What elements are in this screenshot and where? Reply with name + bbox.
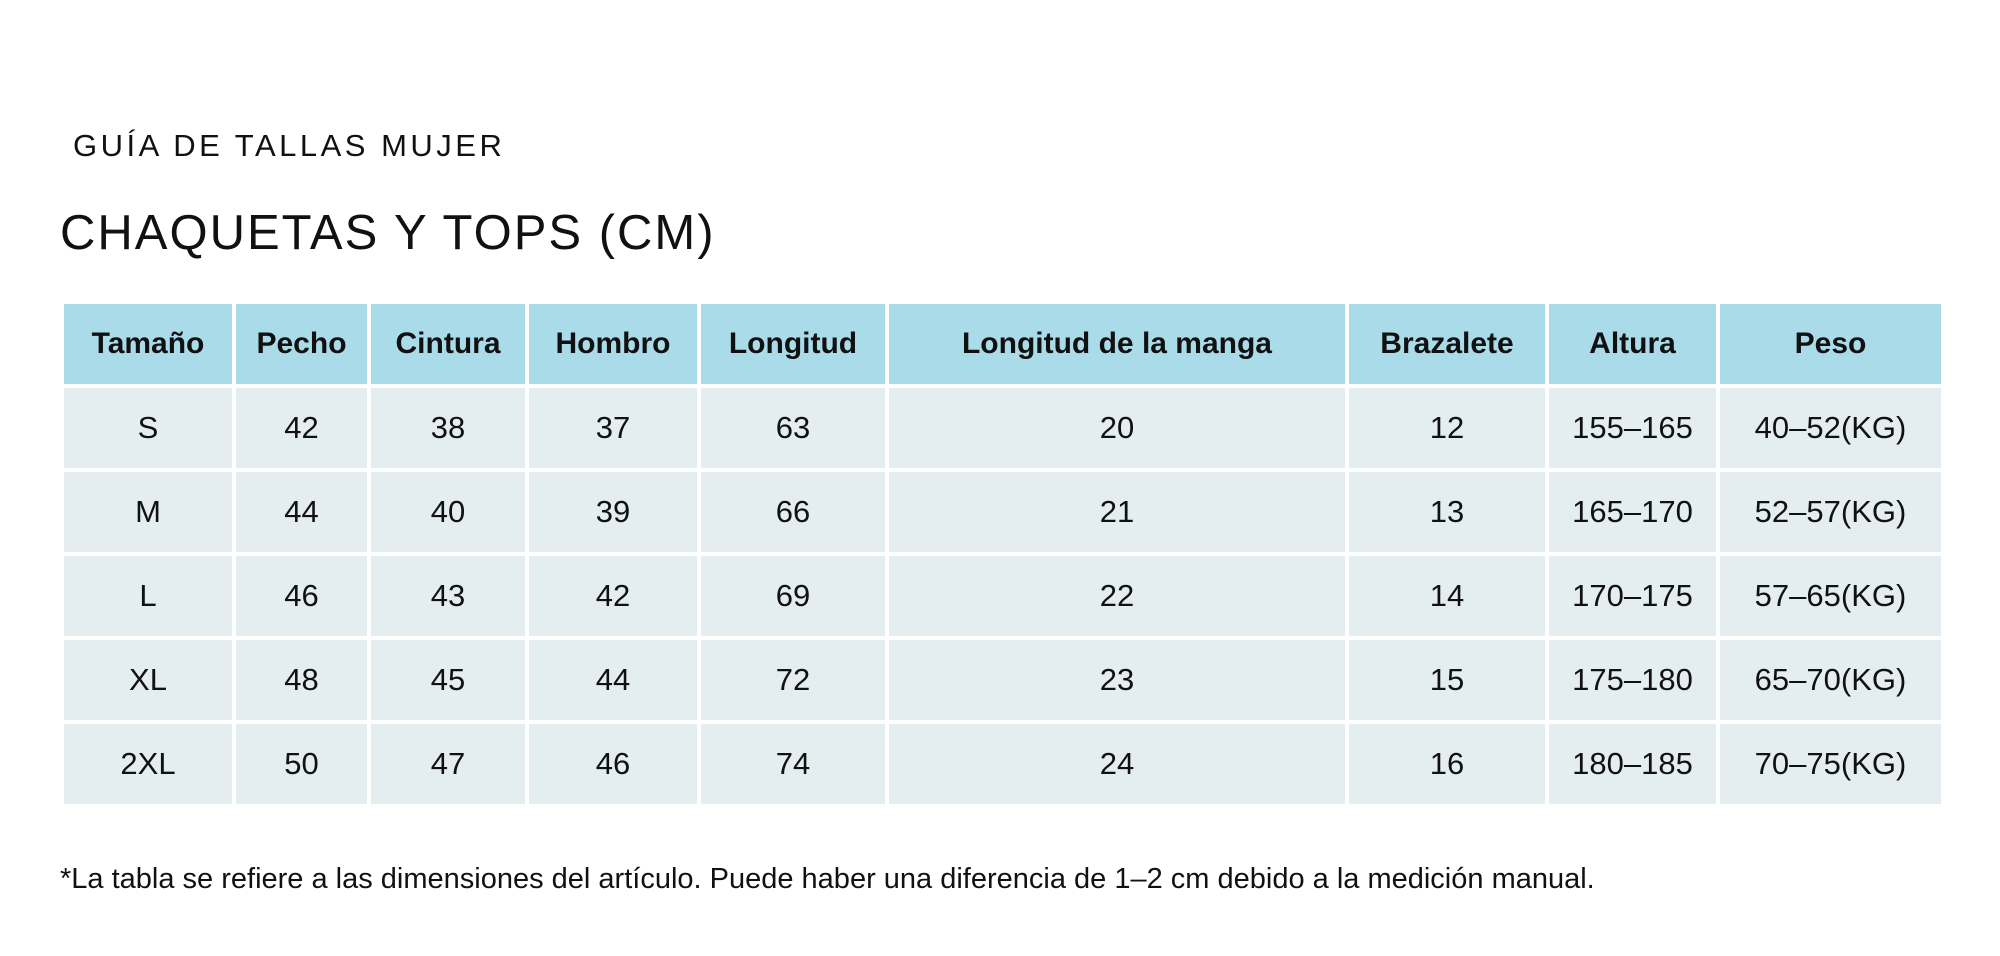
cell-length: 74 <box>701 724 885 804</box>
cell-length: 66 <box>701 472 885 552</box>
cell-weight: 70–75(KG) <box>1720 724 1941 804</box>
cell-height: 175–180 <box>1549 640 1716 720</box>
cell-weight: 40–52(KG) <box>1720 388 1941 468</box>
column-header-sleeve-length: Longitud de la manga <box>889 304 1345 384</box>
cell-sleeve-length: 24 <box>889 724 1345 804</box>
measurement-disclaimer: *La tabla se refiere a las dimensiones del artículo. Puede haber una diferencia de 1–2 cm debido a la medición manual. <box>60 863 1595 895</box>
cell-waist: 47 <box>371 724 525 804</box>
cell-weight: 65–70(KG) <box>1720 640 1941 720</box>
cell-chest: 42 <box>236 388 367 468</box>
cell-length: 72 <box>701 640 885 720</box>
cell-shoulder: 39 <box>529 472 697 552</box>
size-chart-table <box>60 300 1945 808</box>
cell-shoulder: 44 <box>529 640 697 720</box>
table-row <box>64 640 1941 720</box>
cell-size: L <box>64 556 232 636</box>
cell-chest: 48 <box>236 640 367 720</box>
cell-sleeve-length: 23 <box>889 640 1345 720</box>
column-header-bracelet: Brazalete <box>1349 304 1545 384</box>
cell-height: 165–170 <box>1549 472 1716 552</box>
column-header-size: Tamaño <box>64 304 232 384</box>
cell-shoulder: 46 <box>529 724 697 804</box>
page-subtitle: GUÍA DE TALLAS MUJER <box>73 128 506 163</box>
cell-size: M <box>64 472 232 552</box>
cell-chest: 46 <box>236 556 367 636</box>
cell-size: 2XL <box>64 724 232 804</box>
cell-sleeve-length: 20 <box>889 388 1345 468</box>
cell-shoulder: 37 <box>529 388 697 468</box>
cell-height: 155–165 <box>1549 388 1716 468</box>
cell-height: 170–175 <box>1549 556 1716 636</box>
cell-bracelet: 12 <box>1349 388 1545 468</box>
cell-shoulder: 42 <box>529 556 697 636</box>
cell-waist: 40 <box>371 472 525 552</box>
cell-sleeve-length: 22 <box>889 556 1345 636</box>
column-header-shoulder: Hombro <box>529 304 697 384</box>
column-header-length: Longitud <box>701 304 885 384</box>
cell-bracelet: 15 <box>1349 640 1545 720</box>
table-row <box>64 556 1941 636</box>
cell-bracelet: 16 <box>1349 724 1545 804</box>
cell-chest: 44 <box>236 472 367 552</box>
table-row <box>64 472 1941 552</box>
cell-size: S <box>64 388 232 468</box>
cell-length: 69 <box>701 556 885 636</box>
cell-chest: 50 <box>236 724 367 804</box>
cell-weight: 52–57(KG) <box>1720 472 1941 552</box>
cell-weight: 57–65(KG) <box>1720 556 1941 636</box>
cell-sleeve-length: 21 <box>889 472 1345 552</box>
cell-height: 180–185 <box>1549 724 1716 804</box>
column-header-waist: Cintura <box>371 304 525 384</box>
cell-waist: 43 <box>371 556 525 636</box>
cell-size: XL <box>64 640 232 720</box>
column-header-height: Altura <box>1549 304 1716 384</box>
table-row <box>64 724 1941 804</box>
cell-length: 63 <box>701 388 885 468</box>
cell-bracelet: 14 <box>1349 556 1545 636</box>
cell-waist: 38 <box>371 388 525 468</box>
table-row <box>64 388 1941 468</box>
cell-waist: 45 <box>371 640 525 720</box>
table-header-row <box>64 304 1941 384</box>
cell-bracelet: 13 <box>1349 472 1545 552</box>
page-title: CHAQUETAS Y TOPS (CM) <box>60 206 716 260</box>
column-header-weight: Peso <box>1720 304 1941 384</box>
column-header-chest: Pecho <box>236 304 367 384</box>
